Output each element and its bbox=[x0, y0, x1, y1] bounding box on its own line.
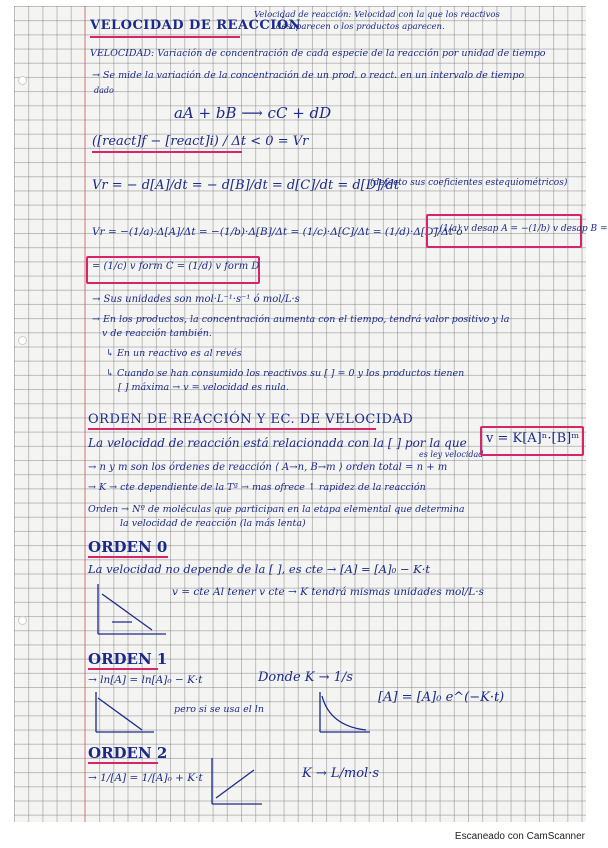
velocidad-definition: VELOCIDAD: Variación de concentración de cada especie de la reacción por unidad de tiempo bbox=[90, 48, 546, 59]
productos-line-2: v de reacción también. bbox=[102, 328, 212, 339]
title-note: desaparecen o los productos aparecen. bbox=[276, 22, 445, 32]
vr-differential-note: (defecto sus coeficientes estequiométricos) bbox=[370, 178, 568, 188]
notebook-page bbox=[14, 6, 608, 822]
vr-box-text: −(1/a) v desap A = −(1/b) v desap B = bbox=[432, 224, 608, 234]
orden1-equation: → ln[A] = ln[A]₀ − K·t bbox=[88, 674, 203, 686]
orden1-title: ORDEN 1 bbox=[88, 650, 168, 668]
orden1-exponential: [A] = [A]₀ e^(−K·t) bbox=[378, 690, 505, 705]
orden-section-title: ORDEN DE REACCIÓN Y EC. DE VELOCIDAD bbox=[88, 412, 414, 427]
orden1-k-units: Donde K → 1/s bbox=[258, 670, 353, 685]
margin-line bbox=[84, 6, 85, 822]
vr-differential: Vr = − d[A]/dt = − d[B]/dt = d[C]/dt = d[D]/dt bbox=[92, 178, 400, 193]
orden1-underline bbox=[88, 668, 158, 670]
orden2-underline bbox=[88, 762, 158, 764]
orden0-graph bbox=[92, 582, 182, 642]
page-title: VELOCIDAD DE REACCIÓN bbox=[90, 18, 302, 33]
productos-line: → En los productos, la concentración aumenta con el tiempo, tendrá valor positivo y la bbox=[92, 314, 510, 325]
reactivo-line: ↳ En un reactivo es al revés bbox=[106, 348, 242, 359]
k-line: → K → cte dependiente de la Tª → mas ofrece ↑ rapidez de la reacción bbox=[88, 482, 426, 493]
title-note: Velocidad de reacción: Velocidad con la que los reactivos bbox=[254, 10, 500, 20]
orden2-k-units: K → L/mol·s bbox=[302, 766, 379, 781]
units-line: → Sus unidades son mol·L⁻¹·s⁻¹ ó mol/L·s bbox=[92, 294, 300, 305]
binder-hole bbox=[18, 76, 27, 85]
orden0-underline bbox=[88, 556, 168, 558]
orden-title-underline bbox=[88, 428, 376, 430]
orden2-title: ORDEN 2 bbox=[88, 744, 168, 762]
orden2-equation: → 1/[A] = 1/[A]₀ + K·t bbox=[88, 772, 203, 784]
orden-definition-2: la velocidad de reacción (la más lenta) bbox=[120, 518, 306, 529]
orden1-ln-graph bbox=[88, 690, 168, 740]
nym-line: → n y m son los órdenes de reacción ⟨ A→n, B→m ⟩ orden total = n + m bbox=[88, 462, 448, 473]
title-underline bbox=[90, 36, 240, 38]
orden1-exp-graph bbox=[314, 690, 374, 740]
orden0-units: v = cte Al tener v cte → K tendrá mismas unidades mol/L·s bbox=[172, 586, 484, 598]
binder-hole bbox=[18, 616, 27, 625]
reaction-equation: aA + bB ⟶ cC + dD bbox=[174, 104, 332, 122]
orden-definition: Orden → Nº de moléculas que participan en la etapa elemental que determina bbox=[88, 504, 465, 515]
orden-line: La velocidad de reacción está relacionada con la [ ] por la que bbox=[88, 436, 467, 450]
orden1-note: pero si se usa el ln bbox=[174, 704, 264, 715]
consumido-line-2: [ ] máxima → v = velocidad es nula. bbox=[118, 382, 289, 393]
orden0-title: ORDEN 0 bbox=[88, 538, 168, 556]
scanner-watermark: Escaneado con CamScanner bbox=[454, 831, 585, 842]
vr-box-2-text: = (1/c) v form C = (1/d) v form D bbox=[92, 261, 260, 272]
binder-hole bbox=[18, 336, 27, 345]
consumido-line: ↳ Cuando se han consumido los reactivos su [ ] = 0 y los productos tienen bbox=[106, 368, 465, 379]
vr-definition: ([react]f − [react]i) / Δt < 0 = Vr bbox=[92, 134, 309, 149]
orden0-line: La velocidad no depende de la [ ], es cte → [A] = [A]₀ − K·t bbox=[88, 562, 431, 576]
rate-law: v = K[A]ⁿ·[B]ᵐ bbox=[486, 431, 580, 446]
orden2-graph bbox=[206, 756, 266, 812]
dado-note: dado bbox=[94, 86, 114, 95]
ley-velocidad-note: es ley velocidad bbox=[419, 450, 484, 459]
vr-normalized: Vr = −(1/a)·Δ[A]/Δt = −(1/b)·Δ[B]/Δt = (1/c)·Δ[C]/Δt = (1/d)·Δ[D]/Δt ó bbox=[92, 226, 463, 238]
vr-underline bbox=[92, 151, 242, 153]
se-mide-line: → Se mide la variación de la concentración de un prod. o react. en un intervalo de tiempo bbox=[92, 70, 525, 81]
